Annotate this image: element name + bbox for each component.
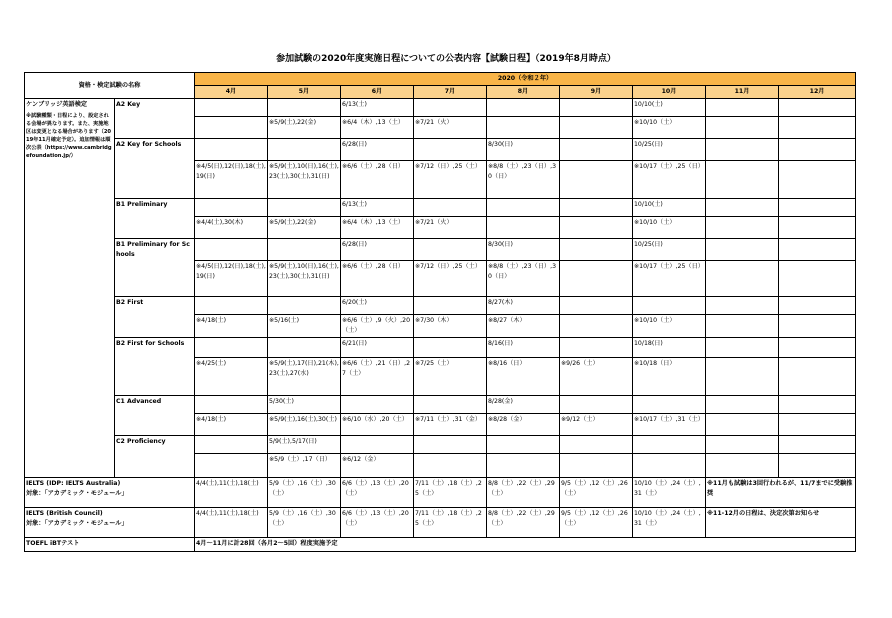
date-cell (706, 117, 779, 139)
level-name: B1 Preliminary (115, 199, 195, 239)
month-header: 11月 (706, 86, 779, 99)
date-cell (779, 139, 856, 161)
date-cell: ※7/12（日）,25（土） (414, 161, 487, 199)
month-header: 7月 (414, 86, 487, 99)
date-cell (414, 436, 487, 454)
table-row (25, 139, 856, 161)
level-name: C1 Advanced (115, 396, 195, 436)
ielts-idp-late-note: ※11月も試験は3回行われるが、11/7までに受験推奨 (706, 478, 856, 508)
date-cell (195, 454, 268, 478)
date-cell (706, 454, 779, 478)
date-cell (195, 396, 268, 414)
date-cell (268, 297, 341, 315)
ielts-bc-name-cell (25, 508, 195, 538)
date-cell: ※10/10（土） (633, 217, 706, 239)
date-cell (706, 239, 779, 261)
date-cell (487, 217, 560, 239)
date-cell: 8/28(金) (487, 396, 560, 414)
date-cell: 7/11（土）,18（土）,25（土） (414, 508, 487, 538)
exam-name-header: 資格・検定試験の名称 (25, 73, 195, 99)
date-cell (487, 436, 560, 454)
date-cell: ※6/10（水）,20（土） (341, 414, 414, 436)
date-cell (706, 315, 779, 338)
date-cell (633, 436, 706, 454)
date-cell: ※10/18（日） (633, 358, 706, 396)
date-cell: 9/5（土）,12（土）,26（土） (560, 508, 633, 538)
date-cell (779, 199, 856, 217)
date-cell (560, 99, 633, 117)
date-cell: ※9/26（土） (560, 358, 633, 396)
table-row (25, 338, 856, 358)
date-cell: 4/4(土),11(土),18(土) (195, 478, 268, 508)
month-header: 12月 (779, 86, 856, 99)
month-header: 5月 (268, 86, 341, 99)
ielts-idp-target: 対象：「アカデミック・モジュール」 (26, 490, 128, 497)
date-cell: 5/9(土),5/17(日) (268, 436, 341, 454)
date-cell (779, 161, 856, 199)
date-cell (779, 99, 856, 117)
date-cell (706, 99, 779, 117)
date-cell: 6/21(日) (341, 338, 414, 358)
month-header: 6月 (341, 86, 414, 99)
date-cell (414, 139, 487, 161)
date-cell (779, 217, 856, 239)
date-cell (706, 161, 779, 199)
page-title: 参加試験の2020年度実施日程についての公表内容【試験日程】（2019年8月時点） (276, 54, 616, 64)
date-cell: 10/10(土) (633, 99, 706, 117)
date-cell (706, 199, 779, 217)
date-cell: ※4/25(土) (195, 358, 268, 396)
cambridge-cell (25, 99, 115, 478)
table-row (25, 199, 856, 217)
date-cell: 8/8（土）,22（土）,29（土） (487, 478, 560, 508)
date-cell (633, 297, 706, 315)
date-cell: ※7/21（火） (414, 217, 487, 239)
date-cell (706, 139, 779, 161)
date-cell: ※7/25（土） (414, 358, 487, 396)
date-cell: ※4/4(土),30(木) (195, 217, 268, 239)
date-cell: ※4/5(日),12(日),18(土),19(日) (195, 261, 268, 297)
month-header: 10月 (633, 86, 706, 99)
ielts-idp-name: IELTS (IDP: IELTS Australia) (26, 480, 121, 487)
date-cell (706, 396, 779, 414)
date-cell: ※10/17（土）,25（日） (633, 161, 706, 199)
date-cell (414, 454, 487, 478)
date-cell: ※5/9(土),16(土),30(土) (268, 414, 341, 436)
date-cell (560, 239, 633, 261)
date-cell: 6/13(土) (341, 199, 414, 217)
date-cell (268, 99, 341, 117)
date-cell (560, 338, 633, 358)
table-row (25, 538, 856, 552)
date-cell (706, 414, 779, 436)
date-cell: ※6/6（土）,21（日）,27（土） (341, 358, 414, 396)
date-cell: ※7/21（火） (414, 117, 487, 139)
table-row (25, 99, 856, 117)
date-cell (560, 117, 633, 139)
date-cell: 10/10(土) (633, 199, 706, 217)
date-cell: 5/9（土）,16（土）,30（土） (268, 478, 341, 508)
date-cell: ※6/4（木）,13（土） (341, 117, 414, 139)
date-cell (195, 117, 268, 139)
date-cell (779, 396, 856, 414)
date-cell: 6/28(日) (341, 239, 414, 261)
date-cell: ※4/18(土) (195, 315, 268, 338)
date-cell (779, 297, 856, 315)
date-cell (779, 239, 856, 261)
date-cell: 10/25(日) (633, 239, 706, 261)
date-cell (487, 199, 560, 217)
date-cell: 8/30(日) (487, 139, 560, 161)
date-cell: 10/18(日) (633, 338, 706, 358)
date-cell (560, 396, 633, 414)
level-name: B2 First (115, 297, 195, 338)
level-name: A2 Key (115, 99, 195, 139)
date-cell (341, 396, 414, 414)
table-row (25, 396, 856, 414)
date-cell (560, 161, 633, 199)
date-cell: 5/9（土）,16（土）,30（土） (268, 508, 341, 538)
date-cell (779, 315, 856, 338)
date-cell (195, 199, 268, 217)
date-cell: ※5/9(土),22(金) (268, 117, 341, 139)
date-cell (706, 436, 779, 454)
cambridge-name: ケンブリッジ英語検定 (26, 101, 88, 108)
date-cell (560, 297, 633, 315)
date-cell: ※6/4（木）,13（土） (341, 217, 414, 239)
date-cell: ※10/10（土） (633, 117, 706, 139)
date-cell (706, 297, 779, 315)
month-header: 9月 (560, 86, 633, 99)
date-cell: 7/11（土）,18（土）,25（土） (414, 478, 487, 508)
date-cell (560, 261, 633, 297)
table-row (25, 508, 856, 538)
level-name: C2 Proficiency (115, 436, 195, 478)
date-cell (414, 199, 487, 217)
date-cell (341, 436, 414, 454)
date-cell: ※8/8（土）,23（日）,30（日） (487, 161, 560, 199)
date-cell: 6/13(土) (341, 99, 414, 117)
date-cell: ※6/6（土）,9（火）,20（土） (341, 315, 414, 338)
date-cell (195, 239, 268, 261)
date-cell (560, 315, 633, 338)
date-cell (414, 239, 487, 261)
date-cell: 6/28(日) (341, 139, 414, 161)
date-cell (560, 217, 633, 239)
date-cell: ※5/9(土),10(日),16(土),23(土),30(土),31(日) (268, 261, 341, 297)
schedule-table (24, 72, 856, 552)
date-cell: ※6/6（土）,28（日） (341, 161, 414, 199)
table-row (25, 297, 856, 315)
month-header: 4月 (195, 86, 268, 99)
date-cell: 6/6（土）,13（土）,20（土） (341, 478, 414, 508)
date-cell (195, 139, 268, 161)
date-cell (268, 239, 341, 261)
date-cell (414, 396, 487, 414)
date-cell (633, 454, 706, 478)
date-cell (195, 338, 268, 358)
date-cell (560, 199, 633, 217)
date-cell: ※5/9(土),10(日),16(土),23(土),30(土),31(日) (268, 161, 341, 199)
date-cell: 6/6（土）,13（土）,20（土） (341, 508, 414, 538)
date-cell: ※8/8（土）,23（日）,30（日） (487, 261, 560, 297)
date-cell: ※7/12（日）,25（土） (414, 261, 487, 297)
date-cell (414, 338, 487, 358)
date-cell: ※10/17（土）,25（日） (633, 261, 706, 297)
date-cell (195, 297, 268, 315)
ielts-bc-target: 対象：「アカデミック・モジュール」 (26, 520, 128, 527)
toefl-name: TOEFL iBTテスト (25, 538, 195, 552)
month-header: 8月 (487, 86, 560, 99)
date-cell: ※10/10（土） (633, 315, 706, 338)
date-cell (268, 139, 341, 161)
toefl-note: 4月～11月に計28回（各月2～5回）程度実施予定 (195, 538, 856, 552)
date-cell: 8/16(日) (487, 338, 560, 358)
date-cell (414, 297, 487, 315)
date-cell: ※5/16(土) (268, 315, 341, 338)
date-cell: ※6/6（土）,28（日） (341, 261, 414, 297)
date-cell: ※8/27（木） (487, 315, 560, 338)
date-cell: 10/10（土）,24（土）,31（土） (633, 478, 706, 508)
cambridge-note: ※試験種類・日程により、設定される会場が異なります。また、実施地区は変更となる場合があります（2019年11月確定予定）。追加情報は順次公表（https://www.cambridgefoundation.jp/） (26, 113, 112, 159)
date-cell: ※4/5(日),12(日),18(土),19(日) (195, 161, 268, 199)
date-cell (779, 436, 856, 454)
date-cell (560, 454, 633, 478)
date-cell: 4/4(土),11(土),18(土) (195, 508, 268, 538)
date-cell: 10/25(日) (633, 139, 706, 161)
date-cell (706, 338, 779, 358)
table-row (25, 478, 856, 508)
date-cell (268, 199, 341, 217)
date-cell (706, 261, 779, 297)
date-cell (487, 454, 560, 478)
date-cell (706, 217, 779, 239)
date-cell (779, 117, 856, 139)
year-header: 2020（令和２年） (195, 73, 856, 86)
date-cell (779, 261, 856, 297)
date-cell: ※5/9（土）,17（日） (268, 454, 341, 478)
ielts-bc-late-note: ※11-12月の日程は、決定次第お知らせ (706, 508, 856, 538)
ielts-bc-name: IELTS (British Council) (26, 510, 103, 517)
date-cell (779, 414, 856, 436)
date-cell: 8/8（土）,22（土）,29（土） (487, 508, 560, 538)
date-cell: ※7/30（木） (414, 315, 487, 338)
date-cell: 10/10（土）,24（土）,31（土） (633, 508, 706, 538)
date-cell: ※8/16（日） (487, 358, 560, 396)
date-cell (487, 99, 560, 117)
date-cell (195, 99, 268, 117)
table-row (25, 436, 856, 454)
date-cell (706, 358, 779, 396)
date-cell: 6/20(土) (341, 297, 414, 315)
table-row (25, 239, 856, 261)
date-cell: ※6/12（金） (341, 454, 414, 478)
date-cell: ※8/28（金） (487, 414, 560, 436)
date-cell (487, 117, 560, 139)
date-cell: 5/30(土) (268, 396, 341, 414)
ielts-idp-name-cell (25, 478, 195, 508)
date-cell (633, 396, 706, 414)
date-cell (560, 139, 633, 161)
level-name: A2 Key for Schools (115, 139, 195, 199)
date-cell: 8/27(木) (487, 297, 560, 315)
date-cell (268, 338, 341, 358)
date-cell (779, 338, 856, 358)
date-cell: ※5/9(土),17(日),21(木),23(土),27(水) (268, 358, 341, 396)
date-cell: 9/5（土）,12（土）,26（土） (560, 478, 633, 508)
level-name: B1 Preliminary for Schools (115, 239, 195, 297)
date-cell: ※7/11（土）,31（金） (414, 414, 487, 436)
date-cell (779, 358, 856, 396)
date-cell: ※10/17（土）,31（土） (633, 414, 706, 436)
date-cell (779, 454, 856, 478)
date-cell: ※4/18(土) (195, 414, 268, 436)
date-cell: 8/30(日) (487, 239, 560, 261)
date-cell (560, 436, 633, 454)
date-cell: ※5/9(土),22(金) (268, 217, 341, 239)
date-cell (195, 436, 268, 454)
date-cell: ※9/12（土） (560, 414, 633, 436)
date-cell (414, 99, 487, 117)
level-name: B2 First for Schools (115, 338, 195, 396)
